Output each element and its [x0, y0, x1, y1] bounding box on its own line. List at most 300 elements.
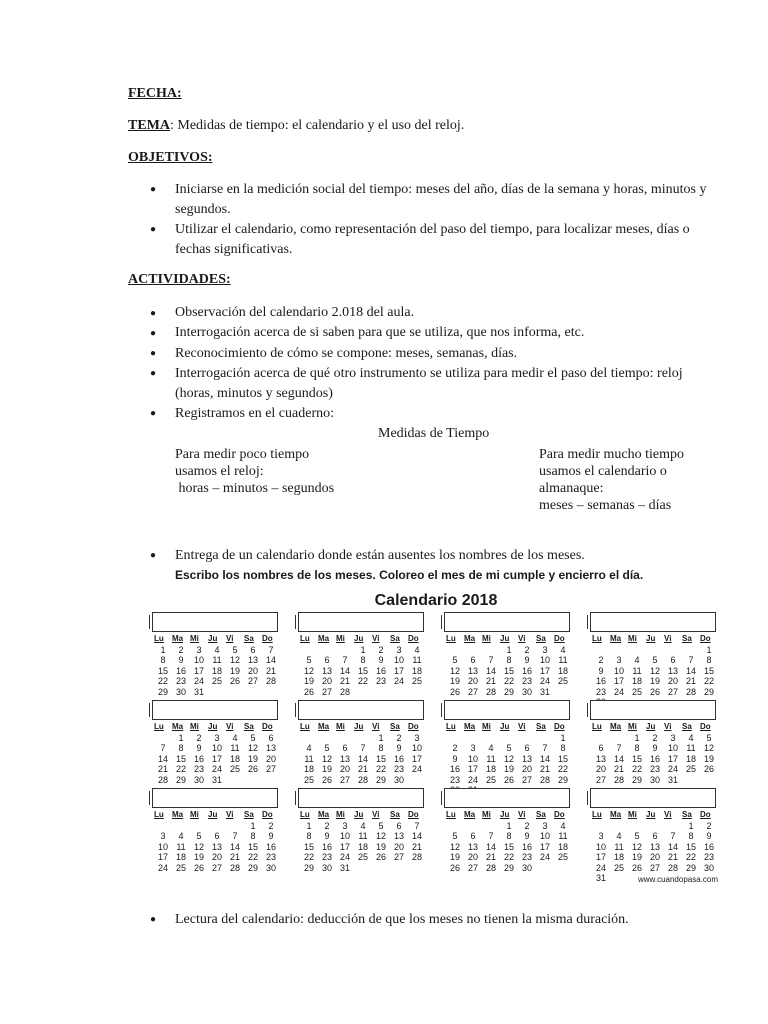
day-cell: 12 — [375, 831, 386, 841]
actividades-heading: ACTIVIDADES: — [128, 272, 231, 287]
day-cell: 7 — [488, 831, 494, 841]
month-name-box[interactable] — [444, 700, 570, 720]
day-cell: 3 — [196, 644, 202, 655]
weekday-header: Ma — [610, 634, 622, 643]
day-cell: 28 — [357, 774, 368, 785]
month-day-grid — [154, 722, 280, 785]
day-cell: 22 — [557, 764, 568, 774]
day-cell: 20 — [467, 852, 478, 862]
day-cell: 14 — [339, 665, 350, 676]
day-cell: 26 — [229, 676, 240, 686]
day-cell: 27 — [595, 774, 606, 785]
day-cell: 21 — [485, 852, 496, 862]
empty-day-cell — [682, 645, 700, 656]
day-cell: 15 — [157, 665, 168, 676]
day-cell: 24 — [595, 862, 606, 873]
day-cell: 25 — [303, 774, 314, 785]
day-cell: 9 — [378, 655, 384, 665]
empty-day-cell — [172, 821, 190, 832]
bullet-icon: ● — [150, 348, 157, 359]
day-cell: 1 — [378, 732, 384, 743]
bullet-icon: ● — [150, 914, 157, 925]
weekday-header: Ju — [354, 634, 364, 643]
day-cell: 11 — [632, 665, 642, 676]
day-cell: 2 — [598, 655, 604, 665]
month-name-box[interactable] — [298, 612, 424, 632]
empty-day-cell — [154, 821, 172, 832]
weekday-header: Lu — [446, 634, 456, 643]
day-cell: 17 — [539, 841, 550, 852]
month-day-grid — [446, 722, 572, 796]
cuaderno-right-line: Para medir mucho tiempo — [539, 447, 685, 462]
day-cell: 9 — [524, 655, 530, 665]
day-cell: 26 — [247, 764, 258, 774]
day-cell: 17 — [211, 753, 222, 764]
day-cell: 27 — [467, 686, 478, 697]
day-cell: 8 — [706, 655, 712, 665]
day-cell: 13 — [393, 831, 404, 841]
day-cell: 4 — [232, 732, 238, 743]
day-cell: 11 — [614, 841, 624, 852]
day-cell: 30 — [321, 862, 332, 873]
month-day-grid — [446, 810, 572, 873]
day-cell: 30 — [703, 862, 714, 873]
day-cell: 1 — [160, 644, 166, 655]
day-cell: 28 — [485, 686, 496, 697]
day-cell: 15 — [703, 665, 714, 676]
day-cell: 8 — [506, 655, 512, 665]
day-cell: 26 — [375, 852, 386, 862]
weekday-header: Do — [408, 810, 419, 819]
day-cell: 5 — [232, 644, 238, 655]
month-name-box[interactable] — [152, 788, 278, 808]
day-cell: 11 — [212, 655, 222, 665]
empty-day-cell — [464, 821, 482, 832]
empty-day-cell — [646, 821, 664, 832]
weekday-header: Do — [700, 810, 711, 819]
month-name-box[interactable] — [444, 612, 570, 632]
day-cell: 17 — [411, 753, 422, 764]
day-cell: 24 — [339, 852, 350, 862]
day-cell: 17 — [613, 676, 624, 686]
day-cell: 2 — [706, 820, 712, 831]
month-name-box[interactable] — [590, 612, 716, 632]
day-cell: 14 — [265, 655, 276, 665]
day-cell: 27 — [321, 686, 332, 697]
day-cell: 9 — [396, 743, 402, 753]
month-day-grid — [446, 634, 572, 697]
month-name-box[interactable] — [298, 788, 424, 808]
day-cell: 6 — [342, 743, 348, 753]
day-cell: 30 — [649, 774, 660, 785]
day-cell: 6 — [396, 820, 402, 831]
cuaderno-right-column — [539, 446, 684, 514]
day-cell: 5 — [324, 743, 330, 753]
day-cell: 12 — [229, 655, 240, 665]
weekday-header: Sa — [536, 634, 546, 643]
bullet-icon: ● — [150, 328, 157, 339]
day-cell: 16 — [265, 841, 276, 852]
day-cell: 22 — [357, 676, 368, 686]
cuaderno-right-line: usamos el calendario o — [539, 464, 667, 479]
day-cell: 15 — [557, 753, 568, 764]
day-cell: 19 — [375, 841, 386, 852]
weekday-header: Vi — [372, 634, 380, 643]
weekday-header: Ma — [318, 634, 330, 643]
weekday-header: Lu — [592, 634, 602, 643]
weekday-header: Ju — [646, 634, 656, 643]
weekday-header: Ju — [354, 810, 364, 819]
day-cell: 10 — [595, 841, 606, 852]
month-name-box[interactable] — [298, 700, 424, 720]
day-cell: 15 — [503, 841, 514, 852]
day-cell: 19 — [449, 676, 460, 686]
empty-day-cell — [446, 733, 464, 744]
day-cell: 9 — [268, 831, 274, 841]
weekday-header: Vi — [664, 634, 672, 643]
day-cell: 5 — [706, 732, 712, 743]
day-cell: 18 — [211, 665, 222, 676]
month-name-box[interactable] — [152, 612, 278, 632]
weekday-header: Vi — [226, 722, 234, 731]
empty-day-cell — [592, 733, 610, 744]
objetivo-item: Iniciarse en la medición social del tiempo: meses del año, días de la semana y horas, minutos y segundos. — [175, 182, 707, 217]
day-cell: 31 — [339, 862, 350, 873]
empty-day-cell — [610, 821, 628, 832]
objetivo-item: Utilizar el calendario, como representación del paso del tiempo, para localizar meses, días o fechas significativas. — [175, 222, 690, 257]
day-cell: 21 — [667, 852, 678, 862]
weekday-header: Ma — [318, 722, 330, 731]
day-cell: 15 — [631, 753, 642, 764]
weekday-header: Lu — [446, 722, 456, 731]
day-cell: 7 — [542, 743, 548, 753]
day-cell: 28 — [667, 862, 678, 873]
day-cell: 31 — [667, 774, 678, 785]
day-cell: 2 — [524, 644, 530, 655]
day-cell: 21 — [613, 764, 624, 774]
day-cell: 16 — [703, 841, 714, 852]
day-cell: 14 — [685, 665, 696, 676]
month-name-box[interactable] — [590, 788, 716, 808]
day-cell: 2 — [396, 732, 402, 743]
day-cell: 1 — [706, 644, 712, 655]
weekday-header: Lu — [300, 634, 310, 643]
day-cell: 29 — [631, 774, 642, 785]
cuaderno-right-line: almanaque: — [539, 481, 604, 496]
day-cell: 8 — [688, 831, 694, 841]
day-cell: 16 — [595, 676, 606, 686]
month-name-box[interactable] — [590, 700, 716, 720]
day-cell: 23 — [375, 676, 386, 686]
day-cell: 12 — [503, 753, 514, 764]
day-cell: 25 — [685, 764, 696, 774]
day-cell: 15 — [247, 841, 258, 852]
day-cell: 21 — [357, 764, 368, 774]
day-cell: 13 — [595, 753, 606, 764]
empty-day-cell — [610, 733, 628, 744]
day-cell: 19 — [303, 676, 314, 686]
day-cell: 21 — [229, 852, 240, 862]
day-cell: 18 — [557, 665, 568, 676]
weekday-header: Mi — [190, 722, 199, 731]
weekday-header: Ju — [208, 810, 218, 819]
day-cell: 25 — [175, 862, 186, 873]
day-cell: 15 — [685, 841, 696, 852]
day-cell: 29 — [685, 862, 696, 873]
day-cell: 19 — [321, 764, 332, 774]
day-cell: 12 — [449, 665, 460, 676]
day-cell: 24 — [667, 764, 678, 774]
day-cell: 14 — [613, 753, 624, 764]
empty-day-cell — [482, 821, 500, 832]
empty-day-cell — [190, 821, 208, 832]
day-cell: 11 — [230, 743, 240, 753]
day-cell: 1 — [306, 820, 312, 831]
day-cell: 19 — [229, 665, 240, 676]
weekday-header: Vi — [518, 810, 526, 819]
weekday-header: Do — [262, 634, 273, 643]
day-cell: 3 — [342, 820, 348, 831]
empty-day-cell — [482, 645, 500, 656]
day-cell: 18 — [411, 665, 422, 676]
day-cell: 3 — [414, 732, 420, 743]
day-cell: 28 — [685, 686, 696, 697]
day-cell: 18 — [685, 753, 696, 764]
day-cell: 20 — [321, 676, 332, 686]
day-cell: 5 — [306, 655, 312, 665]
weekday-header: Sa — [682, 810, 692, 819]
weekday-header: Vi — [226, 810, 234, 819]
bullet-icon: ● — [150, 368, 157, 379]
weekday-header: Mi — [336, 634, 345, 643]
day-cell: 25 — [613, 862, 624, 873]
month-name-box[interactable] — [152, 700, 278, 720]
day-cell: 10 — [193, 655, 204, 665]
weekday-header: Ma — [172, 810, 184, 819]
day-cell: 26 — [193, 862, 204, 873]
weekday-header: Sa — [682, 722, 692, 731]
weekday-header: Vi — [664, 810, 672, 819]
tema-line — [128, 118, 464, 134]
day-cell: 16 — [649, 753, 660, 764]
day-cell: 6 — [670, 655, 676, 665]
day-cell: 29 — [175, 774, 186, 785]
weekday-header: Mi — [336, 722, 345, 731]
day-cell: 27 — [467, 862, 478, 873]
day-cell: 9 — [178, 655, 184, 665]
day-cell: 7 — [268, 644, 274, 655]
day-cell: 21 — [339, 676, 350, 686]
bullet-icon: ● — [150, 550, 157, 561]
day-cell: 14 — [157, 753, 168, 764]
day-cell: 17 — [339, 841, 350, 852]
day-cell: 9 — [706, 831, 712, 841]
day-cell: 29 — [157, 686, 168, 697]
day-cell: 29 — [303, 862, 314, 873]
day-cell: 28 — [339, 686, 350, 697]
day-cell: 4 — [414, 644, 420, 655]
day-cell: 21 — [411, 841, 422, 852]
day-cell: 21 — [539, 764, 550, 774]
day-cell: 4 — [306, 743, 312, 753]
empty-day-cell — [318, 645, 336, 656]
day-cell: 2 — [524, 820, 530, 831]
day-cell: 23 — [175, 676, 186, 686]
empty-day-cell — [628, 821, 646, 832]
day-cell: 17 — [393, 665, 404, 676]
bullet-icon: ● — [150, 408, 157, 419]
day-cell: 8 — [250, 831, 256, 841]
day-cell: 18 — [303, 764, 314, 774]
day-cell: 6 — [324, 655, 330, 665]
day-cell: 9 — [524, 831, 530, 841]
day-cell: 11 — [176, 841, 186, 852]
day-cell: 19 — [503, 764, 514, 774]
day-cell: 29 — [247, 862, 258, 873]
weekday-header: Sa — [390, 634, 400, 643]
weekday-header: Do — [408, 722, 419, 731]
month-day-grid — [300, 634, 426, 697]
day-cell: 2 — [324, 820, 330, 831]
month-name-box[interactable] — [444, 788, 570, 808]
day-cell: 9 — [196, 743, 202, 753]
day-cell: 1 — [360, 644, 366, 655]
day-cell: 14 — [485, 841, 496, 852]
day-cell: 8 — [160, 655, 166, 665]
day-cell: 27 — [521, 774, 532, 785]
weekday-header: Sa — [536, 810, 546, 819]
day-cell: 5 — [378, 820, 384, 831]
day-cell: 10 — [339, 831, 350, 841]
day-cell: 31 — [539, 686, 550, 697]
day-cell: 30 — [521, 862, 532, 873]
weekday-header: Mi — [190, 810, 199, 819]
day-cell: 26 — [703, 764, 714, 774]
day-cell: 17 — [667, 753, 678, 764]
cuaderno-left-line: usamos el reloj: — [175, 464, 264, 479]
empty-day-cell — [318, 733, 336, 744]
entrega-item: Entrega de un calendario donde están ausentes los nombres de los meses. — [175, 548, 585, 563]
day-cell: 13 — [649, 841, 660, 852]
day-cell: 30 — [265, 862, 276, 873]
day-cell: 12 — [303, 665, 314, 676]
day-cell: 5 — [506, 743, 512, 753]
empty-day-cell — [592, 645, 610, 656]
day-cell: 29 — [375, 774, 386, 785]
day-cell: 20 — [595, 764, 606, 774]
weekday-header: Ju — [500, 810, 510, 819]
day-cell: 25 — [557, 852, 568, 862]
day-cell: 5 — [652, 655, 658, 665]
weekday-header: Ma — [172, 634, 184, 643]
day-cell: 28 — [157, 774, 168, 785]
day-cell: 20 — [393, 841, 404, 852]
day-cell: 18 — [613, 852, 624, 862]
day-cell: 3 — [396, 644, 402, 655]
day-cell: 26 — [631, 862, 642, 873]
day-cell: 28 — [265, 676, 276, 686]
weekday-header: Lu — [592, 810, 602, 819]
day-cell: 4 — [688, 732, 694, 743]
actividad-item: Reconocimiento de cómo se compone: meses, semanas, días. — [175, 346, 518, 361]
weekday-header: Lu — [154, 634, 164, 643]
day-cell: 5 — [634, 831, 640, 841]
day-cell: 17 — [595, 852, 606, 862]
weekday-header: Lu — [154, 722, 164, 731]
weekday-header: Lu — [300, 722, 310, 731]
day-cell: 7 — [342, 655, 348, 665]
day-cell: 24 — [613, 686, 624, 697]
day-cell: 30 — [393, 774, 404, 785]
day-cell: 13 — [211, 841, 222, 852]
day-cell: 14 — [667, 841, 678, 852]
day-cell: 25 — [357, 852, 368, 862]
day-cell: 13 — [247, 655, 258, 665]
bullet-icon: ● — [150, 224, 157, 235]
day-cell: 9 — [652, 743, 658, 753]
day-cell: 14 — [229, 841, 240, 852]
day-cell: 18 — [485, 764, 496, 774]
day-cell: 13 — [467, 841, 478, 852]
day-cell: 1 — [506, 820, 512, 831]
day-cell: 28 — [411, 852, 422, 862]
day-cell: 15 — [375, 753, 386, 764]
day-cell: 11 — [304, 753, 314, 764]
calendar-2018 — [140, 586, 732, 888]
lectura-item: Lectura del calendario: deducción de que los meses no tienen la misma duración. — [175, 912, 629, 927]
day-cell: 21 — [157, 764, 168, 774]
day-cell: 22 — [503, 852, 514, 862]
calendar-title: Calendario 2018 — [374, 592, 498, 609]
day-cell: 22 — [175, 764, 186, 774]
day-cell: 6 — [250, 644, 256, 655]
weekday-header: Ma — [464, 634, 476, 643]
day-cell: 26 — [503, 774, 514, 785]
day-cell: 8 — [560, 743, 566, 753]
day-cell: 28 — [485, 862, 496, 873]
day-cell: 9 — [598, 665, 604, 676]
day-cell: 16 — [321, 841, 332, 852]
day-cell: 2 — [268, 820, 274, 831]
day-cell: 7 — [616, 743, 622, 753]
day-cell: 17 — [157, 852, 168, 862]
day-cell: 18 — [557, 841, 568, 852]
weekday-header: Sa — [536, 722, 546, 731]
day-cell: 4 — [634, 655, 640, 665]
weekday-header: Mi — [336, 810, 345, 819]
day-cell: 17 — [539, 665, 550, 676]
day-cell: 13 — [321, 665, 332, 676]
day-cell: 3 — [598, 831, 604, 841]
empty-day-cell — [500, 733, 518, 744]
day-cell: 23 — [649, 764, 660, 774]
day-cell: 8 — [634, 743, 640, 753]
day-cell: 1 — [250, 820, 256, 831]
day-cell: 27 — [211, 862, 222, 873]
day-cell: 31 — [211, 774, 222, 785]
cuaderno-left-column — [175, 446, 334, 497]
day-cell: 28 — [613, 774, 624, 785]
day-cell: 14 — [357, 753, 368, 764]
objetivos-heading: OBJETIVOS: — [128, 150, 213, 165]
actividad-item: Registramos en el cuaderno: — [175, 406, 335, 421]
day-cell: 27 — [247, 676, 258, 686]
day-cell: 25 — [631, 686, 642, 697]
month-day-grid — [300, 810, 426, 873]
cuaderno-title: Medidas de Tiempo — [378, 426, 490, 441]
day-cell: 6 — [268, 732, 274, 743]
day-cell: 27 — [649, 862, 660, 873]
